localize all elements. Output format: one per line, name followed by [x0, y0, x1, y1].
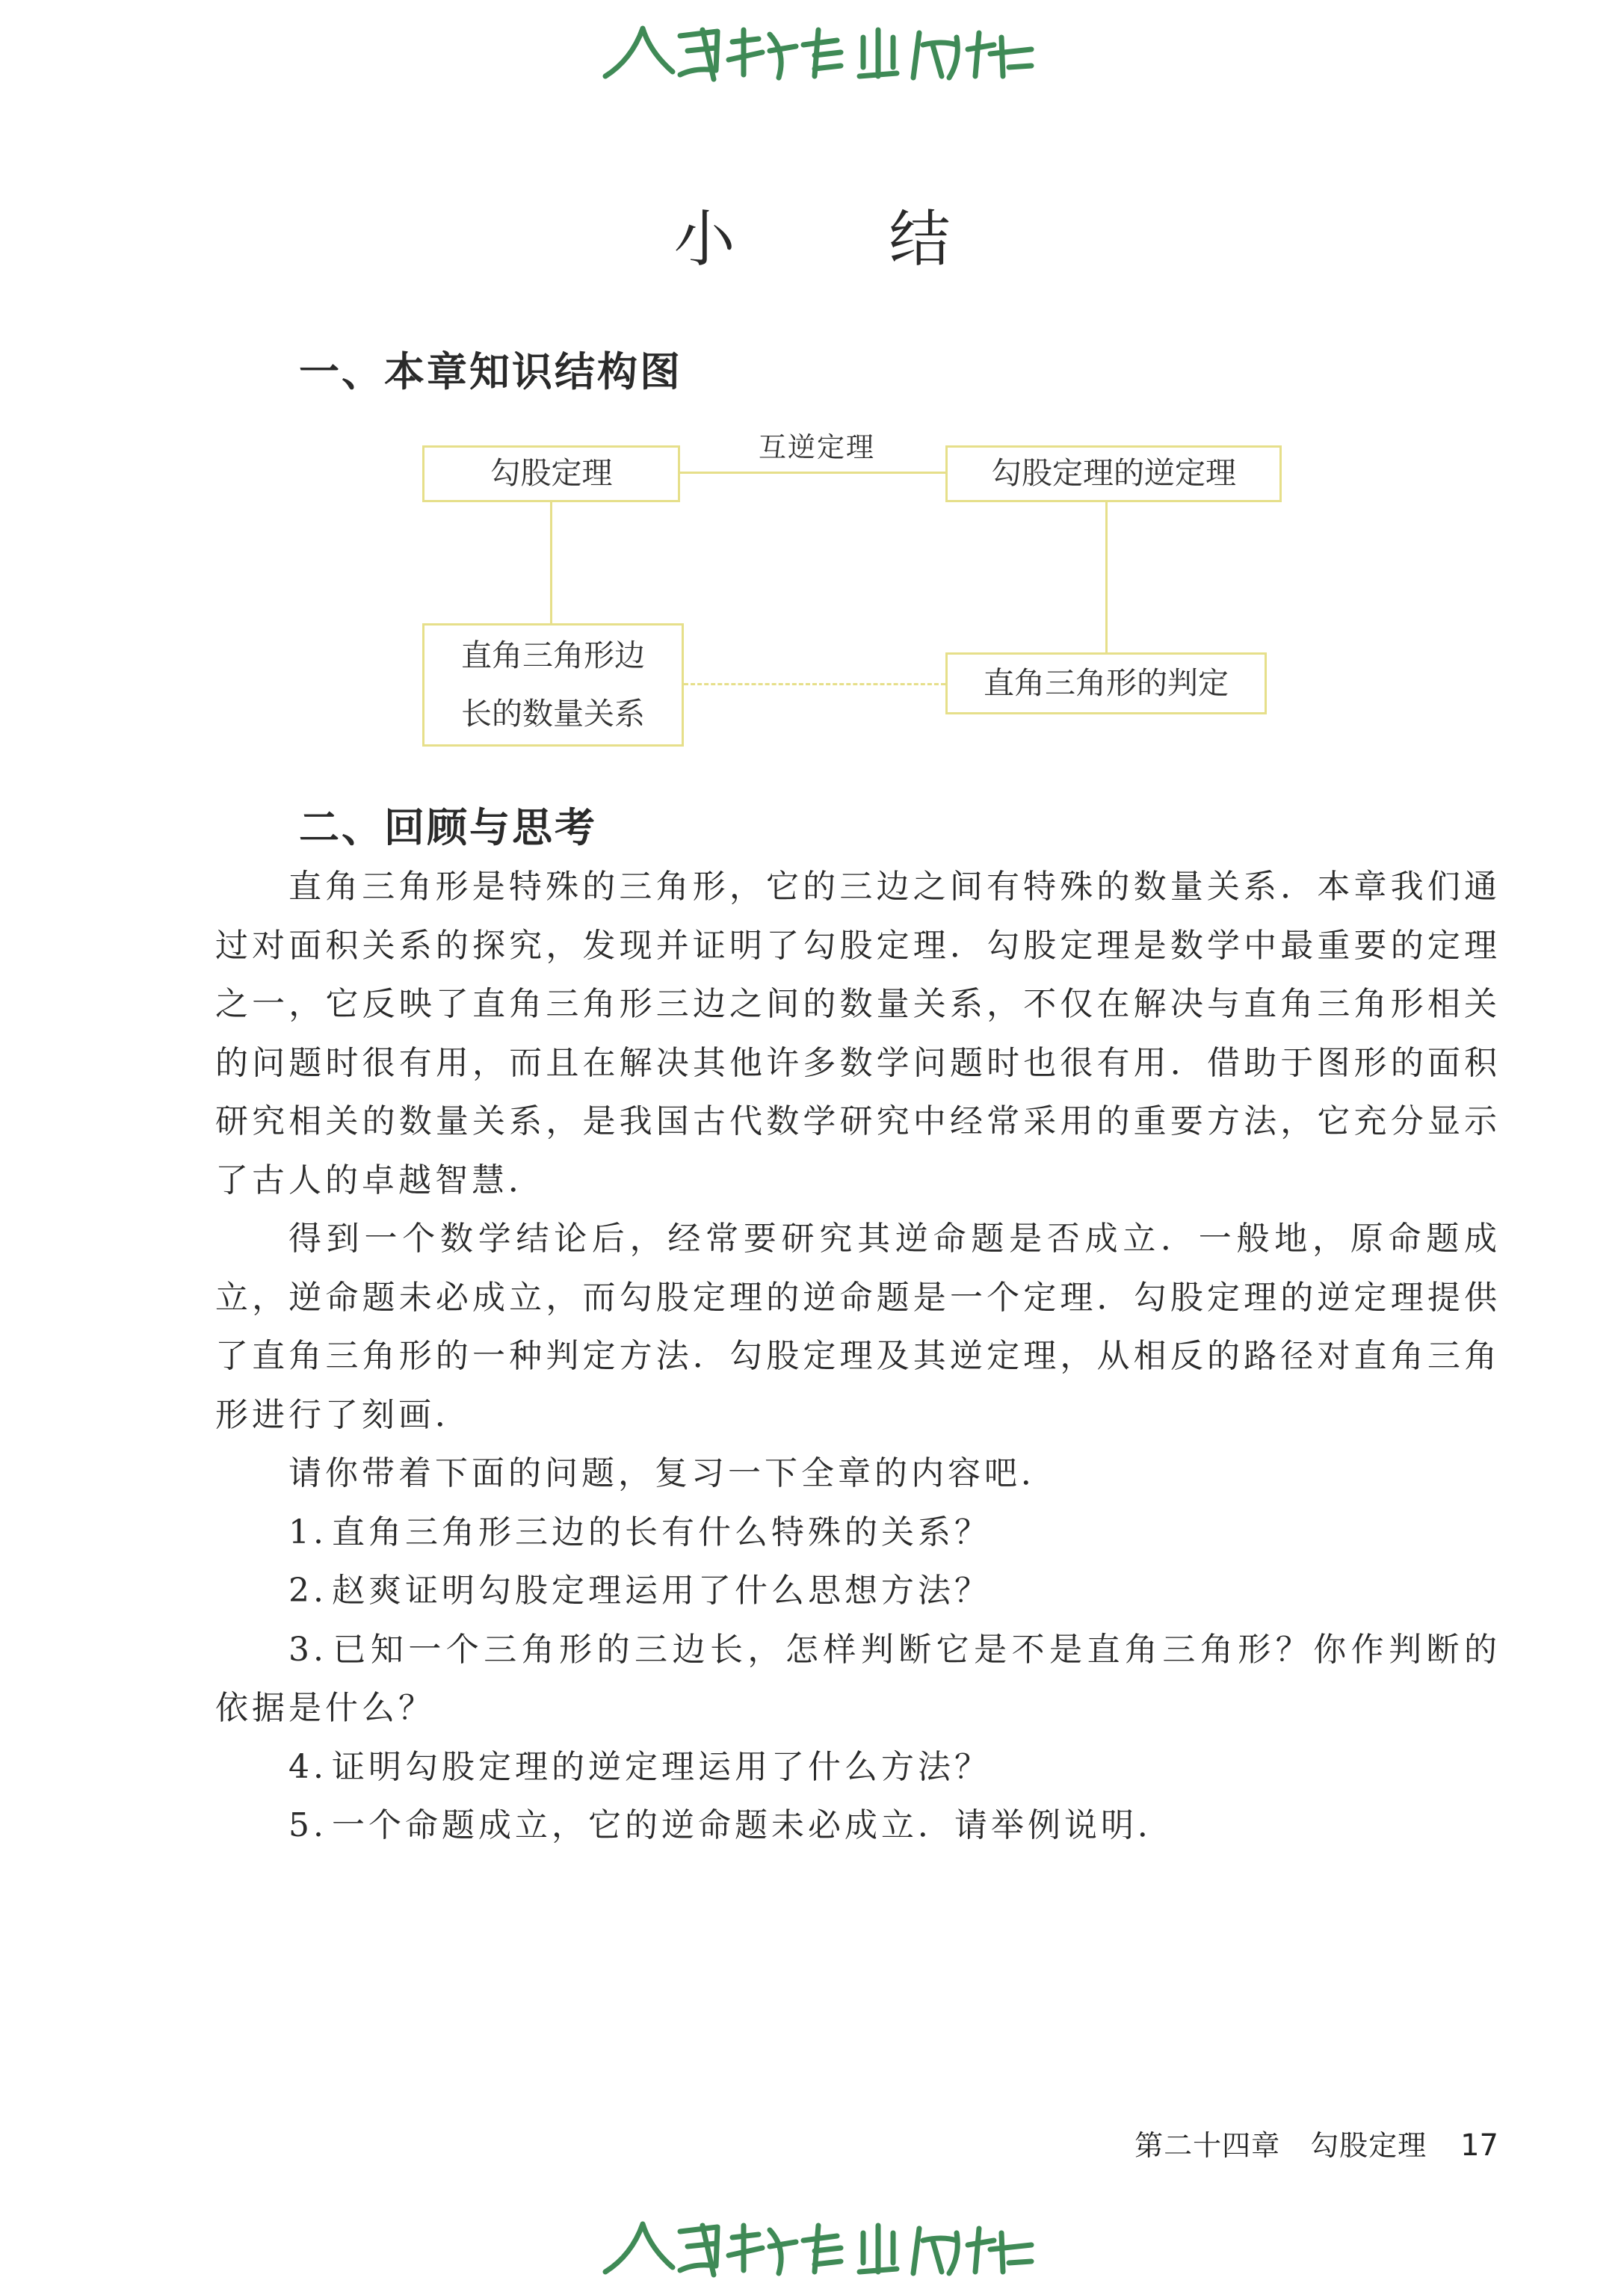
- knowledge-structure-diagram: [0, 0, 1624, 822]
- question-text: 已知一个三角形的三边长，怎样判断它是不是直角三角形？你作判断的依据是什么？: [215, 1630, 1501, 1727]
- connector-line-inverse: [680, 472, 945, 474]
- publisher-watermark-bottom: [590, 2203, 1054, 2285]
- paragraph: 直角三角形是特殊的三角形，它的三边之间有特殊的数量关系．本章我们通过对面积关系的探究，发现并证明了勾股定理．勾股定理是数学中最重要的定理之一，它反映了直角三角形三边之间的数量关系，不仅在解决与直角三角形相关的问题时很有用，而且在解决其他许多数学问题时也很有用．借助于图形的面积研究相关的数量关系，是我国古代数学研究中经常采用的重要方法，它充分显示了古人的卓越智慧．: [215, 868, 1501, 1199]
- question-number: 2.: [288, 1572, 327, 1610]
- node-label: 直角三角形的判定: [984, 664, 1229, 701]
- question-text: 证明勾股定理的逆定理运用了什么方法？: [331, 1747, 991, 1786]
- review-question: [215, 1504, 1501, 1563]
- question-text: 一个命题成立，它的逆命题未必成立．请举例说明．: [331, 1806, 1174, 1844]
- review-question: [215, 1621, 1501, 1738]
- paragraph: 得到一个数学结论后，经常要研究其逆命题是否成立．一般地，原命题成立，逆命题未必成立，而勾股定理的逆命题是一个定理．勾股定理的逆定理提供了直角三角形的一种判定方法．勾股定理及其逆定理，从相反的路径对直角三角形进行了刻画．: [215, 1220, 1501, 1434]
- page-number: 17: [1460, 2128, 1498, 2163]
- question-number: 5.: [288, 1806, 327, 1844]
- connector-line-left-vertical: [550, 502, 552, 623]
- connector-dashed-line: [684, 683, 945, 685]
- node-label: 勾股定理: [490, 455, 613, 492]
- node-converse-theorem: [945, 445, 1282, 502]
- review-body: [215, 858, 1501, 1856]
- review-question: [215, 1738, 1501, 1797]
- question-number: 4.: [288, 1747, 327, 1786]
- node-pythagorean-theorem: [422, 445, 680, 502]
- node-label-line1: 直角三角形边: [461, 637, 645, 673]
- section-heading-knowledge-structure: 一、本章知识结构图: [299, 348, 682, 395]
- review-question: [215, 1797, 1501, 1856]
- node-label: 勾股定理的逆定理: [991, 455, 1236, 492]
- question-number: 1.: [288, 1513, 327, 1551]
- node-label-line2: 长的数量关系: [461, 695, 645, 732]
- node-side-length-relation: [422, 623, 684, 747]
- review-question-list: [215, 1504, 1501, 1856]
- question-text: 直角三角形三边的长有什么特殊的关系？: [331, 1513, 991, 1551]
- section-heading-review: 二、回顾与思考: [299, 804, 597, 851]
- page-title: 小 结: [673, 204, 1018, 275]
- review-question: [215, 1562, 1501, 1621]
- footer-chapter-title: 勾股定理: [1310, 2129, 1427, 2162]
- connector-line-right-vertical: [1105, 502, 1108, 652]
- running-footer: [1134, 2122, 1498, 2163]
- question-text: 赵爽证明勾股定理运用了什么思想方法？: [331, 1572, 991, 1610]
- inverse-theorem-label: 互逆定理: [759, 431, 875, 463]
- paragraph: 请你带着下面的问题，复习一下全章的内容吧．: [288, 1454, 1058, 1492]
- footer-chapter: 第二十四章: [1134, 2129, 1281, 2162]
- question-number: 3.: [288, 1630, 327, 1669]
- node-right-triangle-criterion: [945, 652, 1267, 714]
